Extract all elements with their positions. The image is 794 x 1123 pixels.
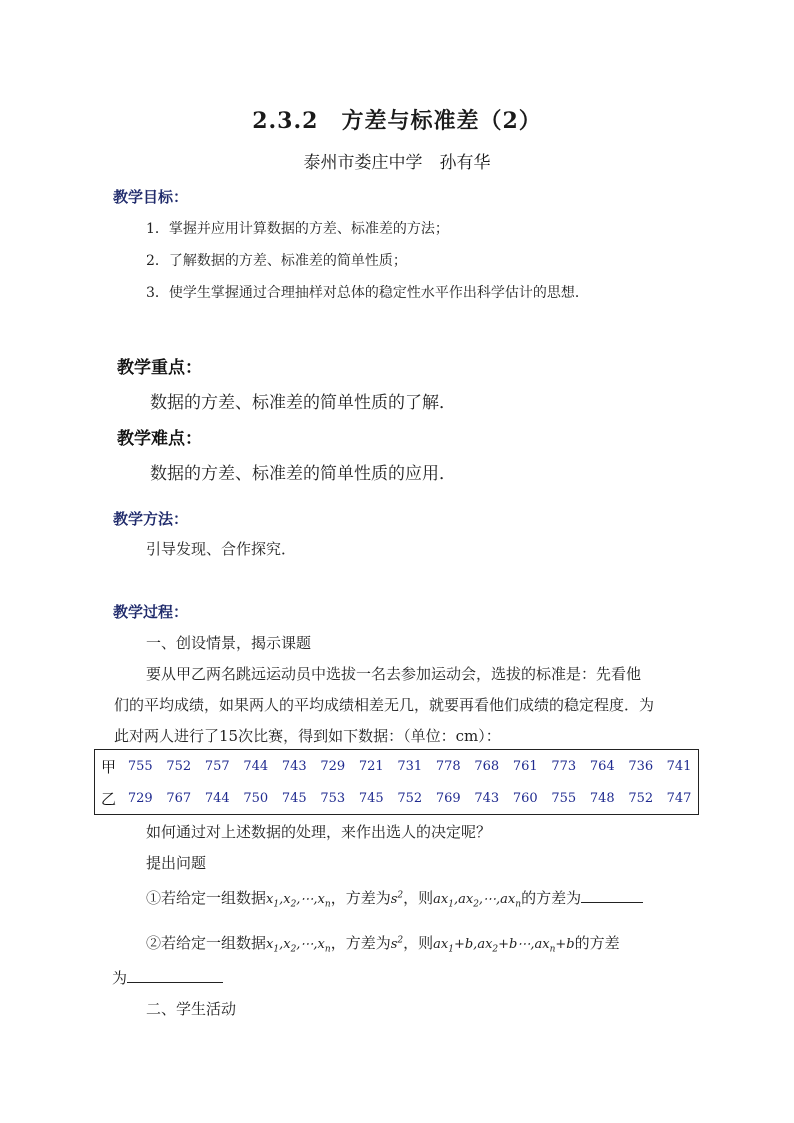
paragraph-line: 此对两人进行了15次比赛，得到如下数据：（单位：cm）： bbox=[114, 727, 501, 745]
section-1-title: 一、创设情景，揭示课题 bbox=[146, 634, 312, 652]
q2-suffix: 的方差 bbox=[574, 934, 620, 952]
objective-item: 1．掌握并应用计算数据的方差、标准差的方法； bbox=[146, 221, 449, 237]
table-cell: 767 bbox=[166, 790, 192, 806]
question-2 bbox=[146, 932, 620, 955]
table-cell: 745 bbox=[281, 790, 307, 806]
table-cell: 752 bbox=[166, 758, 192, 774]
table-cell: 773 bbox=[551, 758, 577, 774]
formula-s-squared: $s^2$ bbox=[390, 890, 404, 907]
table-cell: 750 bbox=[243, 790, 269, 806]
table-cell: 747 bbox=[666, 790, 692, 806]
row-label: 乙 bbox=[101, 789, 117, 808]
table-cell: 764 bbox=[589, 758, 615, 774]
table-cell: 748 bbox=[589, 790, 615, 806]
table-row bbox=[95, 782, 699, 815]
q1-then: ，则 bbox=[403, 889, 434, 907]
table-cell: 743 bbox=[281, 758, 307, 774]
table-cell: 753 bbox=[320, 790, 346, 806]
author-line: 泰州市娄庄中学 孙有华 bbox=[303, 153, 491, 173]
paragraph-line: 要从甲乙两名跳远运动员中选拔一名去参加运动会，选拔的标准是：先看他 bbox=[146, 665, 642, 683]
question-1 bbox=[146, 887, 643, 910]
table-cell: 744 bbox=[204, 790, 230, 806]
methods-text: 引导发现、合作探究． bbox=[146, 540, 297, 558]
table-cell: 744 bbox=[243, 758, 269, 774]
q2-then: ，则 bbox=[403, 934, 434, 952]
table-cell: 760 bbox=[512, 790, 538, 806]
table-cell: 743 bbox=[474, 790, 500, 806]
methods-heading: 教学方法： bbox=[113, 510, 189, 528]
table-cell: 752 bbox=[628, 790, 654, 806]
answer-blank[interactable] bbox=[127, 982, 223, 983]
formula-axb-sequence: $ax_1+b,ax_2+b\cdots,ax_n+b$ bbox=[433, 937, 575, 955]
difficulties-text: 数据的方差、标准差的简单性质的应用． bbox=[150, 464, 456, 484]
document-title: 2.3.2 方差与标准差（2） bbox=[252, 108, 542, 134]
formula-ax-sequence: $ax_1,ax_2,\cdots,ax_n$ bbox=[433, 892, 522, 910]
table-cell: 752 bbox=[397, 790, 423, 806]
answer-blank[interactable] bbox=[581, 902, 643, 903]
table-cell: 745 bbox=[358, 790, 384, 806]
table-cell: 729 bbox=[320, 758, 346, 774]
key-points-heading: 教学重点： bbox=[117, 358, 202, 378]
q2-prefix: ②若给定一组数据 bbox=[146, 934, 267, 952]
table-cell: 768 bbox=[474, 758, 500, 774]
key-points-text: 数据的方差、标准差的简单性质的了解． bbox=[150, 393, 456, 413]
table-cell: 755 bbox=[551, 790, 577, 806]
q2-mid: ，方差为 bbox=[330, 934, 391, 952]
table-cell: 761 bbox=[512, 758, 538, 774]
row-label: 甲 bbox=[101, 757, 117, 776]
question-2-continued bbox=[112, 967, 223, 988]
table-cell: 736 bbox=[628, 758, 654, 774]
section-2-title: 二、学生活动 bbox=[146, 1000, 237, 1018]
table-cell: 729 bbox=[127, 790, 153, 806]
objective-item: 3．使学生掌握通过合理抽样对总体的稳定性水平作出科学估计的思想． bbox=[146, 285, 589, 301]
table-cell: 721 bbox=[358, 758, 384, 774]
scores-table bbox=[94, 749, 699, 815]
raise-question-label: 提出问题 bbox=[146, 854, 207, 872]
table-cell: 769 bbox=[435, 790, 461, 806]
table-row bbox=[95, 750, 699, 783]
q1-prefix: ①若给定一组数据 bbox=[146, 889, 267, 907]
formula-x-sequence: $x_1,x_2,\cdots,x_n$ bbox=[266, 937, 331, 955]
difficulties-heading: 教学难点： bbox=[117, 429, 202, 449]
table-cell: 731 bbox=[397, 758, 423, 774]
q2-cont: 为 bbox=[112, 969, 128, 987]
process-heading: 教学过程： bbox=[113, 603, 189, 621]
formula-s-squared: $s^2$ bbox=[390, 935, 404, 952]
paragraph-line: 们的平均成绩，如果两人的平均成绩相差无几，就要再看他们成绩的稳定程度．为 bbox=[114, 696, 655, 714]
q1-mid: ，方差为 bbox=[330, 889, 391, 907]
objective-item: 2．了解数据的方差、标准差的简单性质； bbox=[146, 253, 407, 269]
table-cell: 778 bbox=[435, 758, 461, 774]
formula-x-sequence: $x_1,x_2,\cdots,x_n$ bbox=[266, 892, 331, 910]
table-cell: 757 bbox=[204, 758, 230, 774]
table-cell: 741 bbox=[666, 758, 692, 774]
objectives-heading: 教学目标： bbox=[113, 188, 189, 206]
question-text: 如何通过对上述数据的处理，来作出选人的决定呢？ bbox=[146, 823, 492, 841]
table-cell: 755 bbox=[127, 758, 153, 774]
q1-suffix: 的方差为 bbox=[521, 889, 582, 907]
